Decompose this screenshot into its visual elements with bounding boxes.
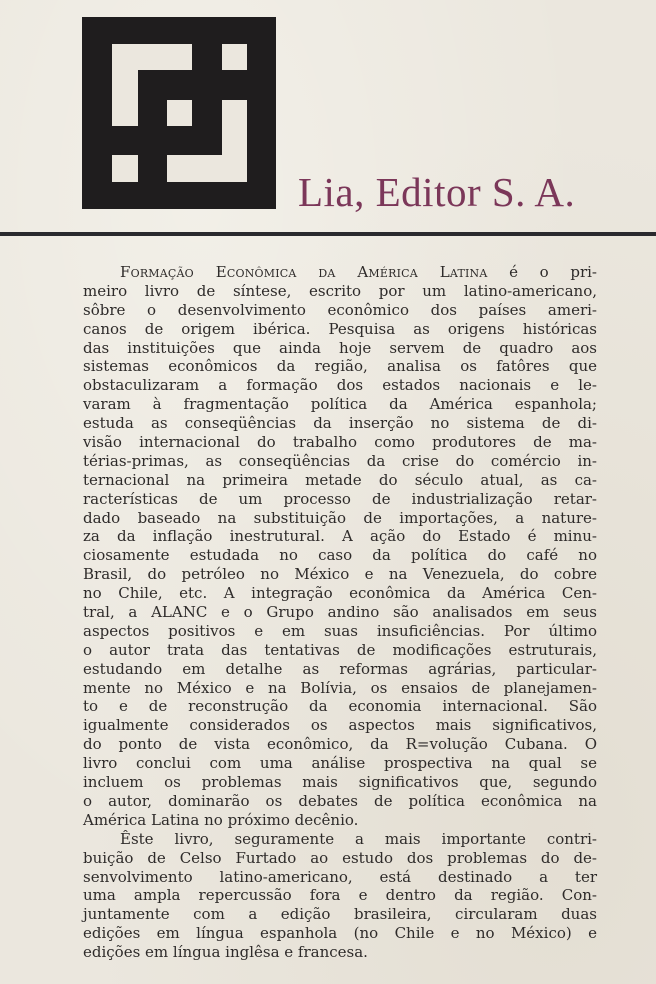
text-line: varam à fragmentação política da América espanhola;	[83, 395, 597, 414]
text-line: ciosamente estudada no caso da política do café no	[83, 546, 597, 565]
text-line: do ponto de vista econômico, da R=volução Cubana. O	[83, 735, 597, 754]
text-line: sôbre o desenvolvimento econômico dos países ameri-	[83, 300, 597, 319]
text-line: obstaculizaram a formação dos estados nacionais e le-	[83, 376, 597, 395]
text-line: meiro livro de síntese, escrito por um latino-americano,	[83, 281, 597, 300]
logo-top-right-square	[222, 44, 247, 70]
text-line: ternacional na primeira metade do século atual, as ca-	[83, 470, 597, 489]
text-line	[83, 263, 597, 282]
text-line: América Latina no próximo decênio.	[83, 810, 359, 829]
text-line: incluem os problemas mais significativos que, segundo	[83, 773, 597, 792]
text-line: Êste livro, seguramente a mais importante contri-	[120, 829, 597, 848]
logo-center-square	[167, 100, 192, 126]
text-line: aspectos positivos e em suas insuficiências. Por último	[83, 621, 597, 640]
text-line: edições em língua inglêsa e francesa.	[83, 943, 368, 962]
text-line: buição de Celso Furtado ao estudo dos problemas do de-	[83, 848, 597, 867]
publisher-name: Lia, Editor S. A.	[298, 169, 576, 215]
text-line: edições em língua espanhola (no Chile e no México) e	[83, 924, 597, 943]
text-line: racterísticas de um processo de industrialização retar-	[83, 489, 597, 508]
text-line: senvolvimento latino-americano, está destinado a ter	[83, 867, 597, 886]
text-fragment: é o pri-	[487, 263, 597, 281]
text-line: visão internacional do trabalho como produtores de ma-	[83, 433, 597, 452]
text-line: estuda as conseqüências da inserção no sistema de di-	[83, 414, 597, 433]
publisher-logo	[82, 17, 276, 209]
text-line: za da inflação inestrutural. A ação do Estado é minu-	[83, 527, 597, 546]
text-line: to e de reconstrução da economia internacional. São	[83, 697, 597, 716]
text-line: térias-primas, as conseqüências da crise do comércio in-	[83, 451, 597, 470]
book-title: Formação Econômica da América Latina	[120, 263, 488, 281]
text-line: tral, a ALANC e o Grupo andino são analisados em seus	[83, 603, 597, 622]
text-line: juntamente com a edição brasileira, circularam duas	[83, 905, 597, 924]
text-line: das instituições que ainda hoje servem de quadro aos	[83, 338, 597, 357]
blurb-text	[83, 263, 597, 962]
text-line: sistemas econômicos da região, analisa os fatôres que	[83, 357, 597, 376]
text-line: canos de origem ibérica. Pesquisa as origens históricas	[83, 319, 597, 338]
text-line: livro conclui com uma análise prospectiva na qual se	[83, 754, 597, 773]
text-line: igualmente considerados os aspectos mais significativos,	[83, 716, 597, 735]
text-line: o autor, dominarão os debates de política econômica na	[83, 791, 597, 810]
text-line: uma ampla repercussão fora e dentro da região. Con-	[83, 886, 597, 905]
header-divider	[0, 232, 656, 236]
text-line: Brasil, do petróleo no México e na Venezuela, do cobre	[83, 565, 597, 584]
text-line: estudando em detalhe as reformas agrárias, particular-	[83, 659, 597, 678]
text-line: no Chile, etc. A integração econômica da América Cen-	[83, 584, 597, 603]
logo-bottom-left-square	[112, 155, 138, 182]
text-line: dado baseado na substituição de importações, a nature-	[83, 508, 597, 527]
text-line: o autor trata das tentativas de modificações estruturais,	[83, 640, 597, 659]
text-line: mente no México e na Bolívia, os ensaios de planejamen-	[83, 678, 597, 697]
